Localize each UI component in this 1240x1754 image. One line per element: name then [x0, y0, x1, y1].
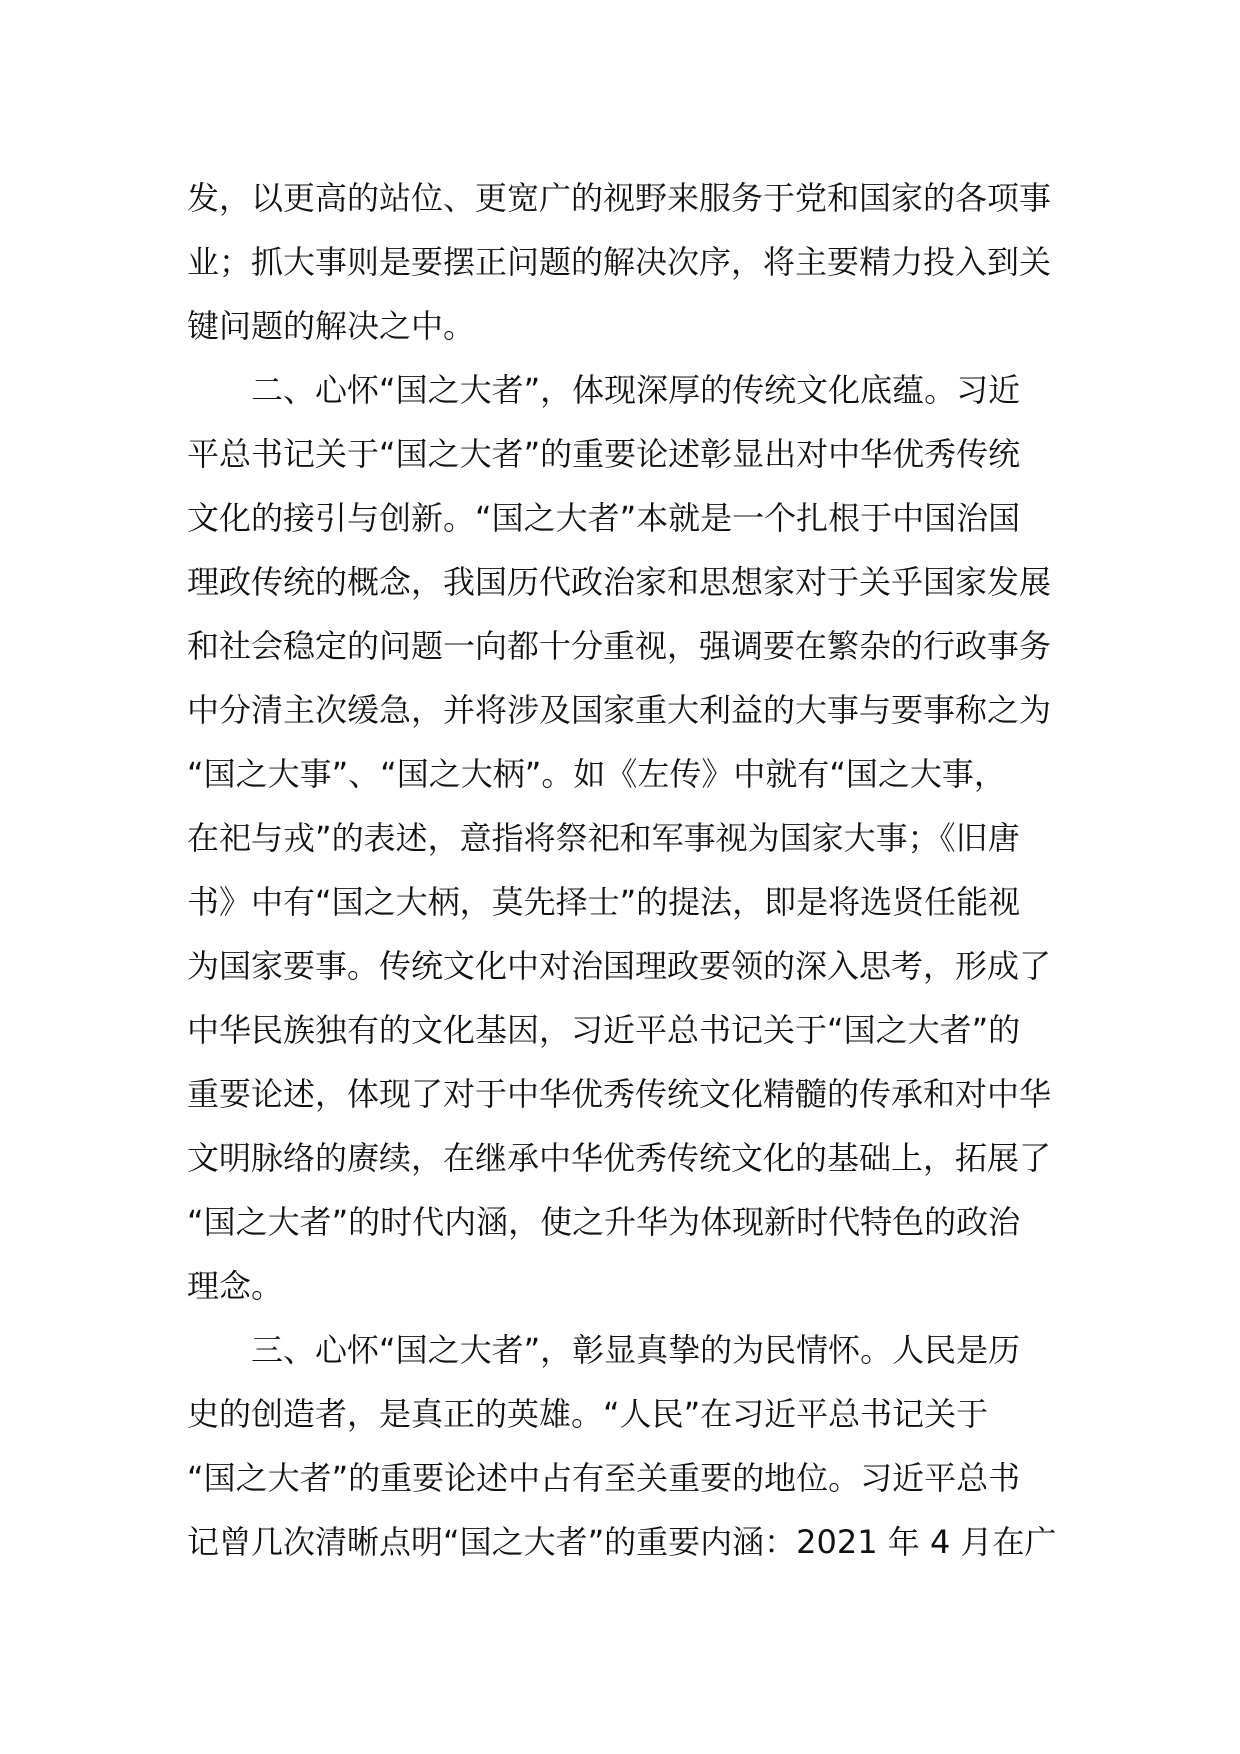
text-line: 和社会稳定的问题一向都十分重视，强调要在繁杂的行政事务 [187, 627, 1052, 665]
text-line: 发，以更高的站位、更宽广的视野来服务于党和国家的各项事 [187, 179, 1052, 217]
text-line: 史的创造者，是真正的英雄。“人民”在习近平总书记关于 [187, 1395, 989, 1433]
text-line: 重要论述，体现了对于中华优秀传统文化精髓的传承和对中华 [187, 1075, 1052, 1113]
text-line: “国之大者”的重要论述中占有至关重要的地位。习近平总书 [187, 1459, 1021, 1497]
paragraph-start-line: 三、心怀“国之大者”，彰显真挚的为民情怀。人民是历 [251, 1331, 1021, 1369]
text-line: 中华民族独有的文化基因，习近平总书记关于“国之大者”的 [187, 1011, 1021, 1049]
text-line: 文化的接引与创新。“国之大者”本就是一个扎根于中国治国 [187, 499, 1021, 537]
text-line: 在祀与戎”的表述，意指将祭祀和军事视为国家大事；《旧唐 [187, 819, 1020, 857]
text-line: “国之大事”、“国之大柄”。如《左传》中就有“国之大事， [187, 755, 1006, 793]
body-text [187, 166, 1067, 1574]
text-line: 中分清主次缓急，并将涉及国家重大利益的大事与要事称之为 [187, 691, 1052, 729]
text-line: 理念。 [187, 1267, 284, 1305]
text-line: 记曾几次清晰点明“国之大者”的重要内涵：2021 年 4 月在广 [187, 1523, 1057, 1561]
paragraph-start-line: 二、心怀“国之大者”，体现深厚的传统文化底蕴。习近 [251, 371, 1021, 409]
text-line: “国之大者”的时代内涵，使之升华为体现新时代特色的政治 [187, 1203, 1021, 1241]
text-line: 文明脉络的赓续，在继承中华优秀传统文化的基础上，拓展了 [187, 1139, 1052, 1177]
text-line: 键问题的解决之中。 [187, 307, 476, 345]
text-line: 书》中有“国之大柄，莫先择士”的提法，即是将选贤任能视 [187, 883, 1021, 921]
text-line: 理政传统的概念，我国历代政治家和思想家对于关乎国家发展 [187, 563, 1052, 601]
text-line: 平总书记关于“国之大者”的重要论述彰显出对中华优秀传统 [187, 435, 1021, 473]
text-line: 为国家要事。传统文化中对治国理政要领的深入思考，形成了 [187, 947, 1052, 985]
text-line: 业；抓大事则是要摆正问题的解决次序，将主要精力投入到关 [187, 243, 1052, 281]
